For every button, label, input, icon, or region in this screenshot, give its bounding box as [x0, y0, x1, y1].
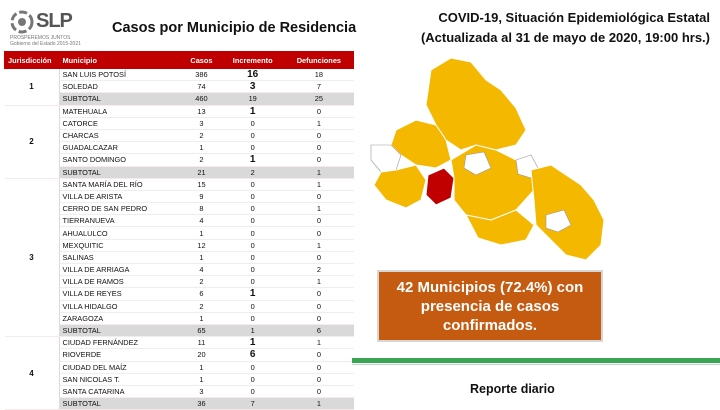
subtotal-cases: 21	[182, 166, 221, 178]
cases-cell: 11	[182, 337, 221, 349]
cases-cell: 1	[182, 373, 221, 385]
logo-text: SLP	[36, 10, 72, 32]
municipality-cell: VILLA HIDALGO	[59, 300, 182, 312]
deaths-cell: 0	[284, 361, 353, 373]
table-row	[5, 105, 354, 117]
daily-report-label: Reporte diario	[470, 382, 555, 396]
increment-cell: 0	[221, 300, 284, 312]
deaths-cell: 0	[284, 349, 353, 361]
increment-cell: 0	[221, 251, 284, 263]
subtotal-label: SUBTOTAL	[59, 324, 182, 336]
municipality-cell: SAN LUIS POTOSÍ	[59, 69, 182, 81]
map-region-southwest	[374, 165, 426, 208]
deaths-cell: 1	[284, 337, 353, 349]
table-row	[5, 178, 354, 190]
jurisdiction-cell: 1	[5, 69, 60, 106]
municipality-cell: RIOVERDE	[59, 349, 182, 361]
deaths-cell: 7	[284, 81, 353, 93]
cases-cell: 2	[182, 300, 221, 312]
increment-cell: 6	[221, 349, 284, 361]
deaths-cell: 0	[284, 385, 353, 397]
cases-cell: 3	[182, 117, 221, 129]
deaths-cell: 0	[284, 227, 353, 239]
increment-cell: 3	[221, 81, 284, 93]
header-jurisdiccion: Jurisdicción	[5, 52, 60, 69]
cases-cell: 20	[182, 349, 221, 361]
logo-subtitle: PROSPEREMOS JUNTOS Gobierno del Estado 2015-2021	[10, 35, 81, 47]
deaths-cell: 0	[284, 300, 353, 312]
map-region-capital	[426, 168, 454, 205]
deaths-cell: 0	[284, 154, 353, 166]
deaths-cell: 0	[284, 288, 353, 300]
municipality-cell: SANTA CATARINA	[59, 385, 182, 397]
increment-cell: 0	[221, 385, 284, 397]
deaths-cell: 1	[284, 117, 353, 129]
municipality-cell: CATORCE	[59, 117, 182, 129]
callout-line1: 42 Municipios (72.4%) con	[396, 278, 584, 296]
deaths-cell: 0	[284, 129, 353, 141]
header-defunciones: Defunciones	[284, 52, 353, 69]
cases-cell: 2	[182, 276, 221, 288]
map-region-center	[451, 145, 534, 220]
cases-cell: 74	[182, 81, 221, 93]
subtotal-deaths: 25	[284, 93, 353, 105]
subtotal-deaths: 6	[284, 324, 353, 336]
municipality-cell: SOLEDAD	[59, 81, 182, 93]
increment-cell: 0	[221, 227, 284, 239]
deaths-cell: 0	[284, 312, 353, 324]
increment-cell: 16	[221, 69, 284, 81]
increment-cell: 0	[221, 142, 284, 154]
increment-cell: 1	[221, 154, 284, 166]
deaths-cell: 0	[284, 251, 353, 263]
subtotal-increment: 7	[221, 398, 284, 410]
increment-cell: 0	[221, 129, 284, 141]
increment-cell: 0	[221, 178, 284, 190]
cases-cell: 6	[182, 288, 221, 300]
municipality-cell: ZARAGOZA	[59, 312, 182, 324]
subtotal-increment: 2	[221, 166, 284, 178]
increment-cell: 0	[221, 361, 284, 373]
callout-line3: confirmados.	[442, 316, 538, 334]
subtotal-increment: 1	[221, 324, 284, 336]
deaths-cell: 0	[284, 105, 353, 117]
municipality-cell: CHARCAS	[59, 129, 182, 141]
cases-table-body	[5, 69, 354, 410]
municipality-cell: VILLA DE RAMOS	[59, 276, 182, 288]
deaths-cell: 0	[284, 142, 353, 154]
increment-cell: 0	[221, 312, 284, 324]
municipality-cell: TIERRANUEVA	[59, 215, 182, 227]
cases-cell: 9	[182, 190, 221, 202]
deaths-cell: 2	[284, 264, 353, 276]
cases-cell: 2	[182, 129, 221, 141]
cases-cell: 2	[182, 154, 221, 166]
header-casos: Casos	[182, 52, 221, 69]
increment-cell: 0	[221, 190, 284, 202]
cases-cell: 1	[182, 227, 221, 239]
increment-cell: 1	[221, 337, 284, 349]
cases-cell: 8	[182, 203, 221, 215]
increment-cell: 0	[221, 215, 284, 227]
cases-cell: 1	[182, 312, 221, 324]
cases-cell: 12	[182, 239, 221, 251]
municipality-cell: SAN NICOLAS T.	[59, 373, 182, 385]
page-title-line1: COVID-19, Situación Epidemiológica Estatal	[438, 10, 710, 25]
deaths-cell: 1	[284, 178, 353, 190]
cases-table	[4, 51, 354, 410]
deaths-cell: 1	[284, 239, 353, 251]
municipality-cell: CERRO DE SAN PEDRO	[59, 203, 182, 215]
subtotal-label: SUBTOTAL	[59, 93, 182, 105]
cases-cell: 1	[182, 142, 221, 154]
subtotal-cases: 36	[182, 398, 221, 410]
table-row	[5, 337, 354, 349]
cases-cell: 386	[182, 69, 221, 81]
municipality-cell: SANTA MARÍA DEL RÍO	[59, 178, 182, 190]
subtotal-deaths: 1	[284, 398, 353, 410]
jurisdiction-cell: 2	[5, 105, 60, 178]
subtotal-cases: 460	[182, 93, 221, 105]
municipality-cell: CIUDAD FERNÁNDEZ	[59, 337, 182, 349]
municipality-cell: MATEHUALA	[59, 105, 182, 117]
increment-cell: 1	[221, 288, 284, 300]
increment-cell: 1	[221, 105, 284, 117]
deaths-cell: 1	[284, 203, 353, 215]
subtotal-increment: 19	[221, 93, 284, 105]
jurisdiction-cell: 3	[5, 178, 60, 336]
cases-cell: 4	[182, 264, 221, 276]
green-divider-thin	[352, 364, 720, 365]
increment-cell: 0	[221, 276, 284, 288]
municipality-cell: SALINAS	[59, 251, 182, 263]
table-row	[5, 69, 354, 81]
state-map	[366, 50, 616, 272]
jurisdiction-cell: 4	[5, 337, 60, 410]
cases-cell: 1	[182, 361, 221, 373]
page-title-line2: (Actualizada al 31 de mayo de 2020, 19:00 hrs.)	[420, 30, 710, 45]
municipality-cell: CIUDAD DEL MAÍZ	[59, 361, 182, 373]
municipality-cell: VILLA DE ARRIAGA	[59, 264, 182, 276]
deaths-cell: 18	[284, 69, 353, 81]
increment-cell: 0	[221, 117, 284, 129]
municipality-cell: MEXQUITIC	[59, 239, 182, 251]
subtotal-label: SUBTOTAL	[59, 398, 182, 410]
green-divider	[352, 358, 720, 363]
municipalities-callout	[377, 270, 603, 342]
municipality-cell: SANTO DOMINGO	[59, 154, 182, 166]
cases-cell: 1	[182, 251, 221, 263]
subtotal-label: SUBTOTAL	[59, 166, 182, 178]
header-incremento: Incremento	[221, 52, 284, 69]
cases-cell: 13	[182, 105, 221, 117]
page-title	[421, 8, 710, 48]
increment-cell: 0	[221, 239, 284, 251]
subtotal-deaths: 1	[284, 166, 353, 178]
municipality-cell: GUADALCAZAR	[59, 142, 182, 154]
increment-cell: 0	[221, 373, 284, 385]
deaths-cell: 0	[284, 190, 353, 202]
cases-cell: 15	[182, 178, 221, 190]
slp-logo-icon	[10, 10, 34, 34]
municipality-cell: AHUALULCO	[59, 227, 182, 239]
municipality-cell: VILLA DE REYES	[59, 288, 182, 300]
slp-logo	[8, 8, 88, 48]
table-title: Casos por Municipio de Residencia	[112, 20, 357, 36]
increment-cell: 0	[221, 264, 284, 276]
cases-cell: 3	[182, 385, 221, 397]
table-header-row	[5, 52, 354, 69]
subtotal-cases: 65	[182, 324, 221, 336]
deaths-cell: 0	[284, 373, 353, 385]
increment-cell: 0	[221, 203, 284, 215]
deaths-cell: 0	[284, 215, 353, 227]
header-municipio: Municipio	[59, 52, 182, 69]
cases-cell: 4	[182, 215, 221, 227]
map-region-east	[531, 165, 604, 260]
deaths-cell: 1	[284, 276, 353, 288]
callout-line2: presencia de casos	[420, 297, 560, 315]
municipality-cell: VILLA DE ARISTA	[59, 190, 182, 202]
